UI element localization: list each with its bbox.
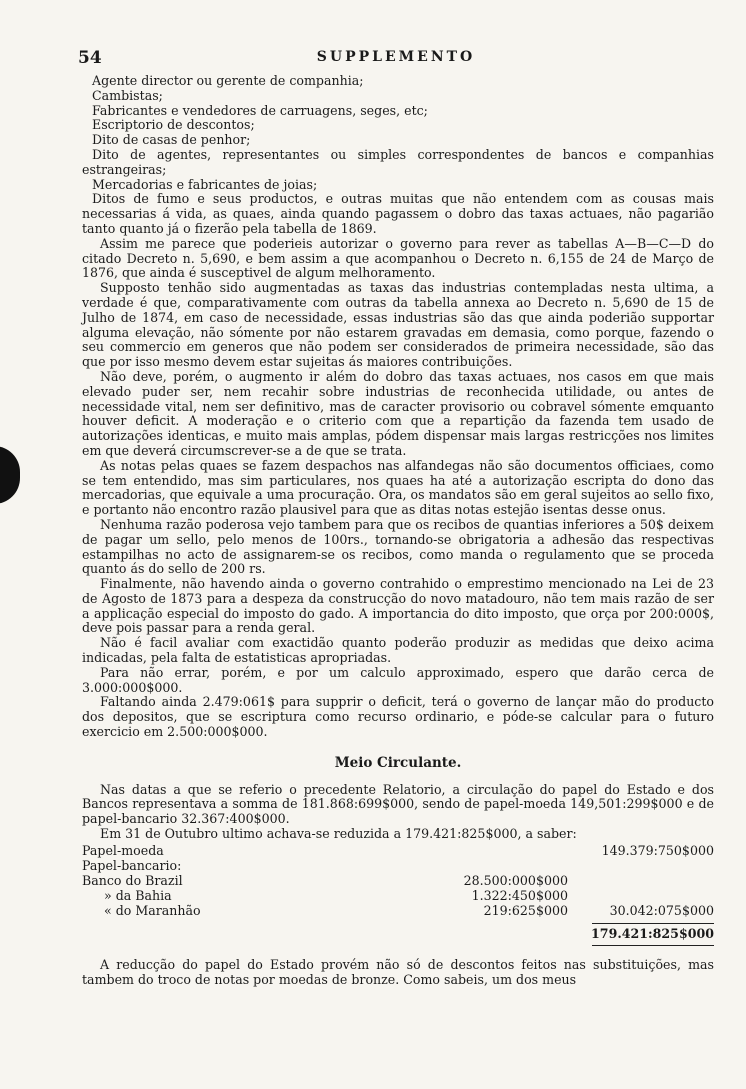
paragraph: Finalmente, não havendo ainda o governo contrahido o emprestimo mencionado na Lei de 23 de Agosto de 1873 para a despeza da construcção do novo matadouro, não tem mais razão de ser a applicação especial do imposto do gado. A importancia do dito imposto, que orça por 200:000$, deve pois passar para a renda geral. [82,576,714,636]
table-value: 149.379:750$000 [601,842,714,858]
list-item: Escriptorio de descontos; [92,117,255,133]
page-title: SUPPLEMENTO [316,49,476,65]
paragraph: Nenhuma razão poderosa vejo tambem para que os recibos de quantias inferiores a 50$ deixem de pagar um sello, pelo menos de 100rs., tornando-se obrigatoria a adhesão das respectivas estampilhas no acto de assignarem-se os recibos, como manda o regulamento que se proceda quanto ás do sello de 200 rs. [82,516,714,577]
paragraph: A reducção do papel do Estado provém não só de descontos feitos nas substituições, mas tambem do troco de notas por moedas de bronze. Como sabeis, um dos meus [82,956,714,987]
table-label: Papel-bancario: [82,857,182,873]
page-header [78,48,714,68]
paragraph: Assim me parece que poderieis autorizar o governo para rever as tabellas A—B—C—D do citado Decreto n. 5,690, e bem assim a que acompanhou o Decreto n. 6,155 de 24 de Março de 1876, que ainda é susceptivel de algum melhoramento. [82,235,714,281]
paragraph: As notas pelas quaes se fazem despachos nas alfandegas não são documentos officiaes, como se tem entendido, mas sim particulares, nos quaes ha até a autorização escripta do dono das mercadorias, que equivale a uma procuração. Ora, os mandatos são em geral sujeitos ao sello fixo, e portanto não encontro razão plausivel para que as ditas notas estejão isentas desse onus. [82,457,714,518]
list-item: Fabricantes e vendedores de carruagens, seges, etc; [92,102,428,118]
table-label: Papel-moeda [82,842,164,858]
table-row [82,874,714,889]
table-divider [592,945,714,946]
table-value: 28.500:000$000 [463,872,568,888]
list-item: Mercadorias e fabricantes de joias; [92,176,318,192]
list-item: Cambistas; [92,87,163,103]
list-item: Dito de casas de penhor; [92,132,251,148]
table-row [82,859,714,874]
paragraph: Para não errar, porém, e por um calculo approximado, espero que darão cerca de 3.000:000$000. [82,664,714,695]
table-subtotal: 30.042:075$000 [609,902,714,918]
circulation-table [82,844,714,958]
list-item: Agente director ou gerente de companhia; [92,73,364,88]
list-item: Ditos de fumo e seus productos, e outras muitas que não entendem com as cousas mais necessarias á vida, as quaes, ainda quando pagassem o dobro das taxas actuaes, não pagarião tanto quanto já o fizerão pela tabella de 1869. [82,191,714,236]
paragraph: Não deve, porém, o augmento ir além do dobro das taxas actuaes, nos casos em que mais elevado puder ser, nem recahir sobre industrias de reconhecida utilidade, ou antes de necessidade vital, nem ser definitivo, mas de caracter provisorio ou cobravel sómente emquanto houver deficit. A moderação e o criterio com que a repartição da fazenda tem usado de autorizações identicas, e muito mais amplas, pódem dispensar mais largas restricções nos limites em que deverá circumscrever-se a de que se trata. [82,368,714,458]
binding-hole-mark [0,446,20,504]
table-row [82,889,714,904]
table-label: « do Maranhão [104,902,201,918]
list-item: Dito de agentes, representantes ou simples correspondentes de bancos e companhias estrangeiras; [82,146,714,177]
table-label: » da Bahia [104,887,172,903]
paragraph: Supposto tenhão sido augmentadas as taxas das industrias contempladas nesta ultima, a verdade é que, comparativamente com outras da tabella annexa ao Decreto n. 5,690 de 15 de Julho de 1874, em caso de necessidade, essas industrias são das que ainda poderião supportar alguma elevação, não sómente por não estarem gravadas em demasia, como porque, fazendo o seu commercio em generos que não podem ser considerados de primeira necessidade, são das que por isso mesmo devem estar sujeitas ás maiores contribuições. [82,280,714,370]
paragraph: Nas datas a que se referio o precedente Relatorio, a circulação do papel do Estado e dos Bancos representava a somma de 181.868:699$000, sendo de papel-moeda 149,501:299$000 e de papel-bancario 32.367:400$000. [82,781,714,827]
table-label: Banco do Brazil [82,872,183,888]
page-number: 54 [78,48,102,68]
table-grand-total: 179.421:825$000 [591,925,714,941]
table-divider [592,923,714,924]
table-row [82,844,714,859]
paragraph: Não é facil avaliar com exactidão quanto poderão produzir as medidas que deixo acima indicadas, pela falta de estatisticas apropriadas. [82,635,714,666]
page-body [82,74,714,987]
table-row [82,904,714,919]
table-value: 219:625$000 [483,902,568,918]
paragraph: Em 31 de Outubro ultimo achava-se reduzida a 179.421:825$000, a saber: [100,826,577,842]
paragraph: Faltando ainda 2.479:061$ para supprir o deficit, terá o governo de lançar mão do producto dos depositos, que se escriptura como recurso ordinario, e póde-se calcular para o futuro exercicio em 2.500:000$000. [82,694,714,740]
table-value: 1.322:450$000 [471,887,568,903]
table-row [82,927,714,942]
section-heading: Meio Circulante. [334,754,462,771]
